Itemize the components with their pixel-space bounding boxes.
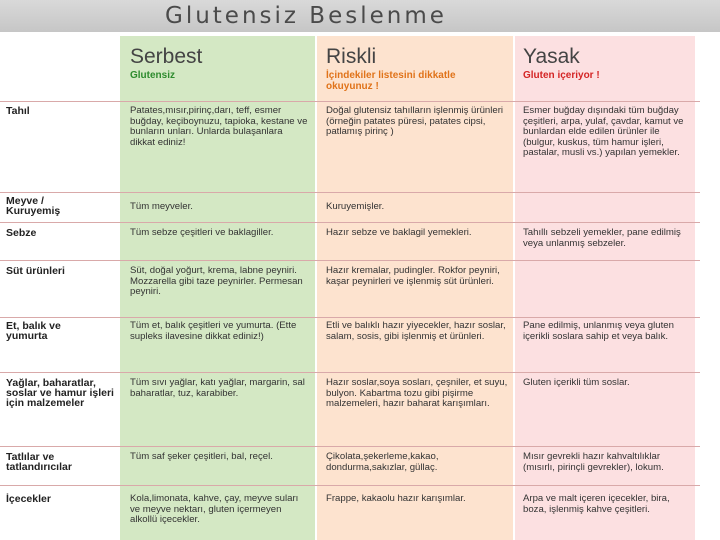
cell-serbest: Süt, doğal yoğurt, krema, labne peyniri. Mozzarella gibi taze peynirler. Permesan peyniri. (130, 266, 303, 298)
cell-serbest: Kola,limonata, kahve, çay, meyve suları ve meyve nektarı, gluten içermeyen alkollü içecekler. (130, 494, 299, 526)
row-label-sebze: Sebze (6, 227, 37, 239)
cell-serbest: Tüm saf şeker çeşitleri, bal, reçel. (130, 452, 273, 462)
cell-riskli: Etli ve balıklı hazır yiyecekler, hazır soslar, salam, sosis, gibi işlenmiş et ürünleri. (326, 321, 506, 342)
column-header-riskli (326, 46, 496, 92)
cell-riskli: Frappe, kakaolu hazır karışımlar. (326, 494, 466, 504)
title-bar (0, 0, 720, 32)
row-label-et: Et, balık ve yumurta (6, 320, 61, 342)
cell-riskli: Hazır soslar,soya sosları, çeşniler, et suyu, bulyon. Kabartma tozu gibi pişirme malzemeleri, hazır baharat karışımları. (326, 378, 508, 410)
cell-serbest: Patates,mısır,pirinç,darı, teff, esmer buğday, keçiboynuzu, tapioka, kestane ve bunların unları. Unlarda bulaşanlara dikkat ediniz! (130, 106, 308, 148)
cell-riskli: Kuruyemişler. (326, 202, 385, 212)
cell-yasak: Tahıllı sebzeli yemekler, pane edilmiş veya unlanmış sebzeler. (523, 228, 681, 249)
row-divider (0, 485, 700, 486)
cell-yasak: Esmer buğday dışındaki tüm buğday çeşitleri, arpa, yulaf, çavdar, kamut ve bunlardan elde edilen ürünler ile (bulgur, kuskus, tüm hamur işleri, pastalar, musli vs.) yapılan yemekler. (523, 106, 684, 159)
column-header-serbest (130, 46, 202, 81)
cell-serbest: Tüm et, balık çeşitleri ve yumurta. (Ette supleks ilavesine dikkat ediniz!) (130, 321, 297, 342)
row-divider (0, 222, 700, 223)
row-label-yaglar: Yağlar, baharatlar, soslar ve hamur işleri için malzemeler (6, 377, 114, 409)
cell-riskli: Çikolata,şekerleme,kakao, dondurma,sakızlar, güllaç. (326, 452, 439, 473)
row-divider (0, 372, 700, 373)
column-heading: Yasak (523, 45, 580, 68)
row-divider (0, 192, 700, 193)
cell-riskli: Doğal glutensiz tahılların işlenmiş ürünleri (örneğin patates püresi, patates cipsi, patlamış pirinç ) (326, 106, 504, 138)
cell-riskli: Hazır kremalar, pudingler. Rokfor peyniri, kaşar peynirleri ve işlenmiş süt ürünleri. (326, 266, 500, 287)
cell-serbest: Tüm meyveler. (130, 202, 193, 212)
row-divider (0, 101, 700, 102)
column-heading: Riskli (326, 45, 377, 68)
row-divider (0, 446, 700, 447)
column-heading: Serbest (130, 45, 203, 68)
row-divider (0, 260, 700, 261)
cell-yasak: Mısır gevrekli hazır kahvaltılıklar (mısırlı, pirinçli gevrekler), lokum. (523, 452, 664, 473)
cell-yasak: Gluten içerikli tüm soslar. (523, 378, 630, 388)
cell-yasak: Pane edilmiş, unlanmış veya gluten içerikli soslara sahip et veya balık. (523, 321, 674, 342)
row-label-tatlilar: Tatlılar ve tatlandırıcılar (6, 451, 72, 473)
cell-serbest: Tüm sebze çeşitleri ve baklagiller. (130, 228, 274, 238)
row-label-tahil: Tahıl (6, 105, 30, 117)
cell-serbest: Tüm sıvı yağlar, katı yağlar, margarin, sal baharatlar, tuz, karabiber. (130, 378, 305, 399)
row-label-meyve: Meyve / Kuruyemiş (6, 195, 61, 217)
column-header-yasak (523, 46, 600, 81)
row-label-sut: Süt ürünleri (6, 265, 65, 277)
row-label-icecekler: İçecekler (6, 493, 51, 505)
page-title: Glutensiz Beslenme (165, 3, 447, 29)
column-subheading: Glutensiz (130, 70, 176, 81)
row-divider (0, 317, 700, 318)
cell-riskli: Hazır sebze ve baklagil yemekleri. (326, 228, 472, 238)
column-subheading: İçindekiler listesini dikkatle okuyunuz ! (326, 70, 456, 92)
column-subheading: Gluten içeriyor ! (523, 70, 600, 81)
cell-yasak: Arpa ve malt içeren içecekler, bira, boza, işlenmiş kahve çeşitleri. (523, 494, 670, 515)
